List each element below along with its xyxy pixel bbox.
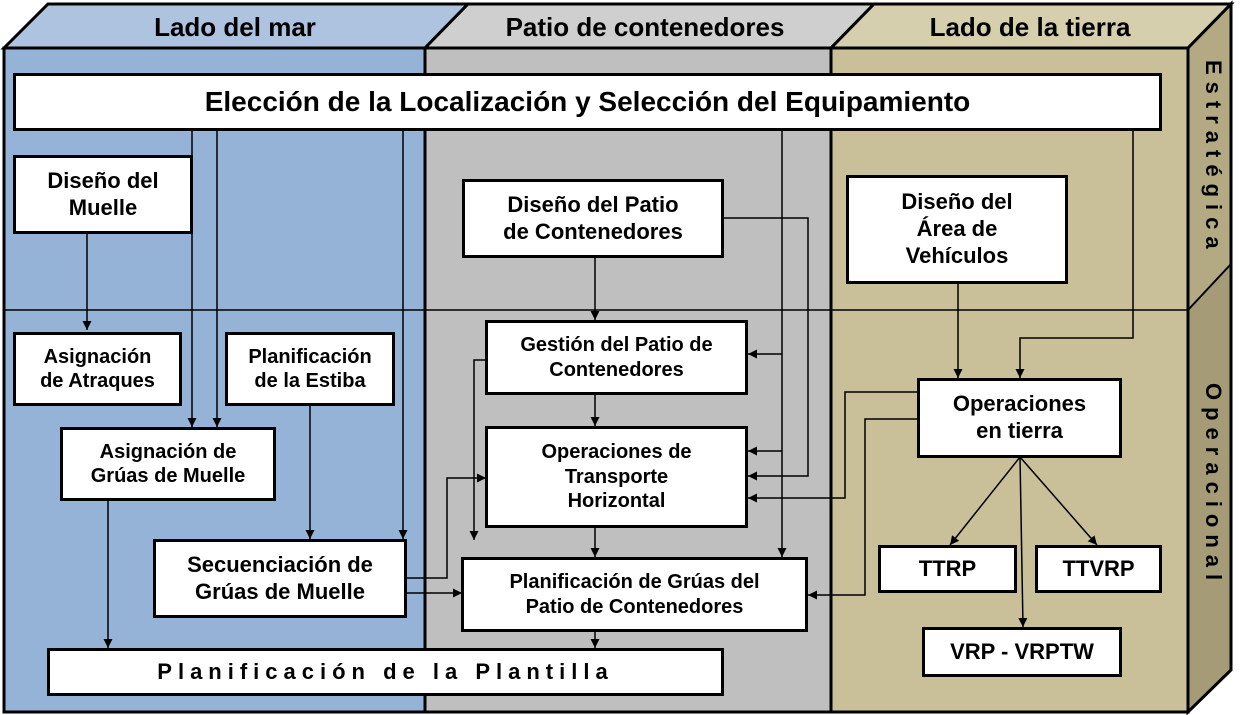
header-land-side: Lado de la tierra (929, 11, 1131, 42)
land-operations-box: Operaciones en tierra (917, 378, 1122, 458)
quay-crane-sequencing-box: Secuenciación de Grúas de Muelle (153, 539, 407, 618)
vehicle-area-box: Diseño del Área de Vehículos (846, 175, 1068, 284)
yard-crane-planning-box: Planificación de Grúas del Patio de Contenedores (461, 557, 808, 632)
staff-planning-box: Planificación de la Plantilla (47, 648, 724, 696)
yard-design-box: Diseño del Patio de Contenedores (462, 179, 724, 258)
yard-management-box: Gestión del Patio de Contenedores (485, 320, 748, 395)
header-container-yard: Patio de contenedores (505, 11, 785, 42)
vrp-vrptw-box: VRP - VRPTW (922, 627, 1122, 677)
label-operational: Operacional (1201, 382, 1226, 588)
horizontal-transport-box: Operaciones de Transporte Horizontal (485, 426, 748, 528)
ttvrp-box: TTVRP (1035, 545, 1162, 593)
stowage-planning-box: Planificación de la Estiba (225, 332, 395, 406)
dock-design-box: Diseño del Muelle (13, 155, 193, 234)
berth-allocation-box: Asignación de Atraques (13, 332, 182, 406)
quay-crane-assignment-box: Asignación de Grúas de Muelle (60, 427, 276, 501)
header-sea-side: Lado del mar (154, 11, 316, 42)
location-equipment-box: Elección de la Localización y Selección del Equipamiento (13, 73, 1162, 131)
ttrp-box: TTRP (878, 545, 1017, 593)
label-strategic: Estratégica (1201, 60, 1226, 256)
